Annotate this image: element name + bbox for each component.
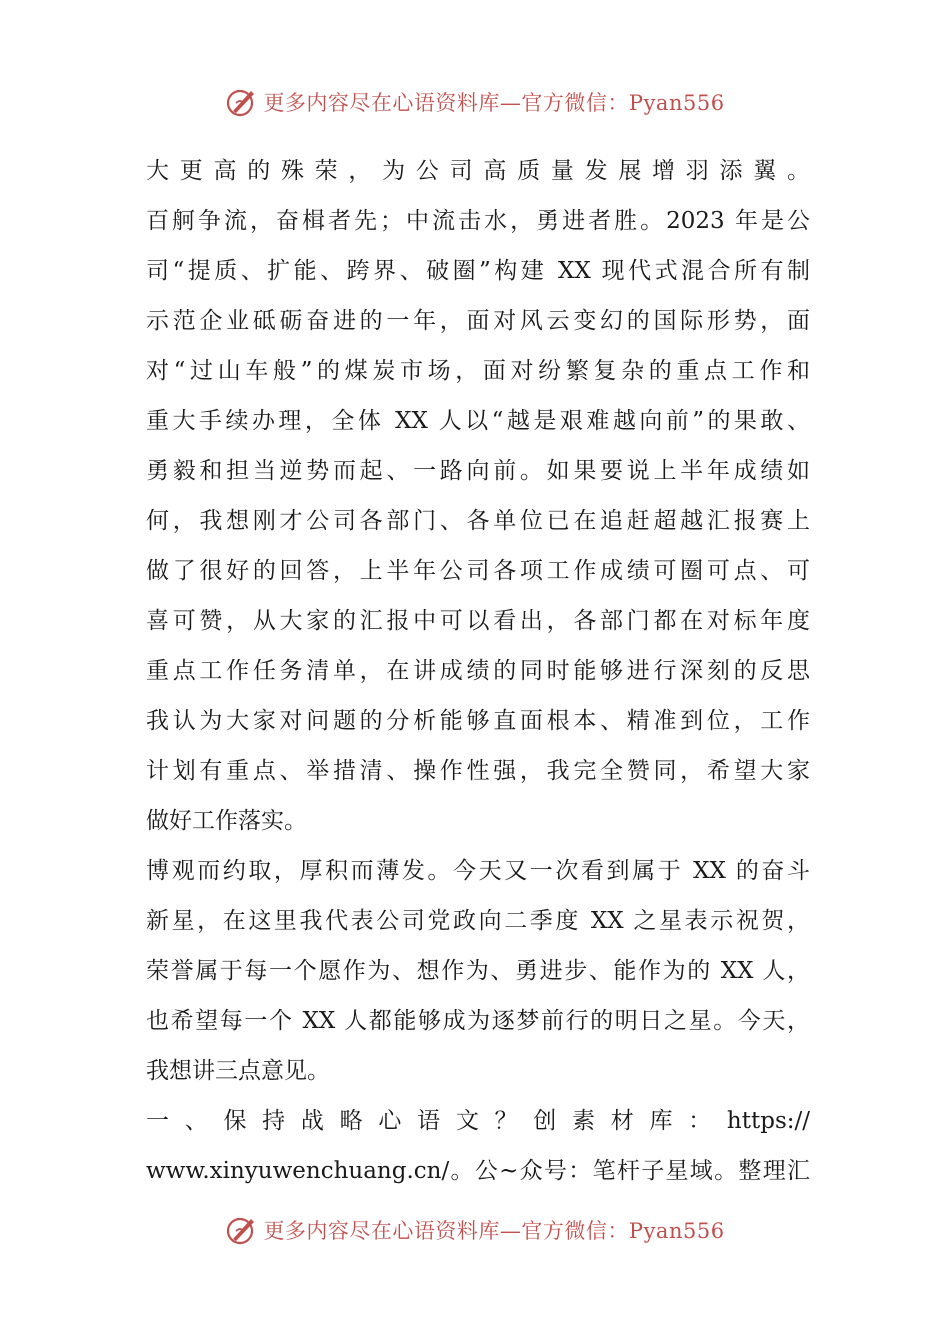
text-line: 做了很好的回答，上半年公司各项工作成绩可圈可点、可 xyxy=(146,558,810,584)
text-line: 也希望每一个 XX 人都能够成为逐梦前行的明日之星。今天， xyxy=(146,1008,810,1034)
text-line: 做好工作落实。 xyxy=(146,808,307,834)
text-line: 对“过山车般”的煤炭市场，面对纷繁复杂的重点工作和 xyxy=(146,358,810,384)
text-line: 一、保持战略心语文？创素材库：https:// xyxy=(146,1108,810,1134)
text-line: 勇毅和担当逆势而起、一路向前。如果要说上半年成绩如 xyxy=(146,458,810,484)
text-line: 示范企业砥砺奋进的一年，面对风云变幻的国际形势，面 xyxy=(146,308,810,334)
text-line: 重点工作任务清单，在讲成绩的同时能够进行深刻的反思 xyxy=(146,658,810,684)
text-line: 我认为大家对问题的分析能够直面根本、精准到位，工作 xyxy=(146,708,810,734)
text-line: www.xinyuwenchuang.cn/。公~众号：笔杆子星域。整理汇 xyxy=(146,1158,810,1184)
text-line: 重大手续办理，全体 XX 人以“越是艰难越向前”的果敢、 xyxy=(146,408,810,434)
text-line: 何，我想刚才公司各部门、各单位已在追赶超越汇报赛上 xyxy=(146,508,810,534)
text-line: 司“提质、扩能、跨界、破圈”构建 XX 现代式混合所有制 xyxy=(146,258,810,284)
text-line: 百舸争流，奋楫者先；中流击水，勇进者胜。2023 年是公 xyxy=(146,208,810,234)
pen-nib-logo-icon xyxy=(225,85,259,119)
text-line: 计划有重点、举措清、操作性强，我完全赞同，希望大家 xyxy=(146,758,810,784)
text-line: 我想讲三点意见。 xyxy=(146,1058,330,1084)
footer-banner xyxy=(0,1208,950,1252)
banner-text: 更多内容尽在心语资料库—官方微信：Pyan556 xyxy=(263,91,725,115)
banner-text: 更多内容尽在心语资料库—官方微信：Pyan556 xyxy=(263,1219,725,1243)
text-line: 喜可赞，从大家的汇报中可以看出，各部门都在对标年度 xyxy=(146,608,810,634)
text-line: 大更高的殊荣，为公司高质量发展增羽添翼。 xyxy=(146,158,810,184)
text-line: 新星，在这里我代表公司党政向二季度 XX 之星表示祝贺， xyxy=(146,908,810,934)
text-line: 博观而约取，厚积而薄发。今天又一次看到属于 XX 的奋斗 xyxy=(146,858,810,884)
header-banner xyxy=(0,80,950,124)
text-line: 荣誉属于每一个愿作为、想作为、勇进步、能作为的 XX 人， xyxy=(146,958,810,984)
document-body xyxy=(146,146,810,1196)
pen-nib-logo-icon xyxy=(225,1213,259,1247)
